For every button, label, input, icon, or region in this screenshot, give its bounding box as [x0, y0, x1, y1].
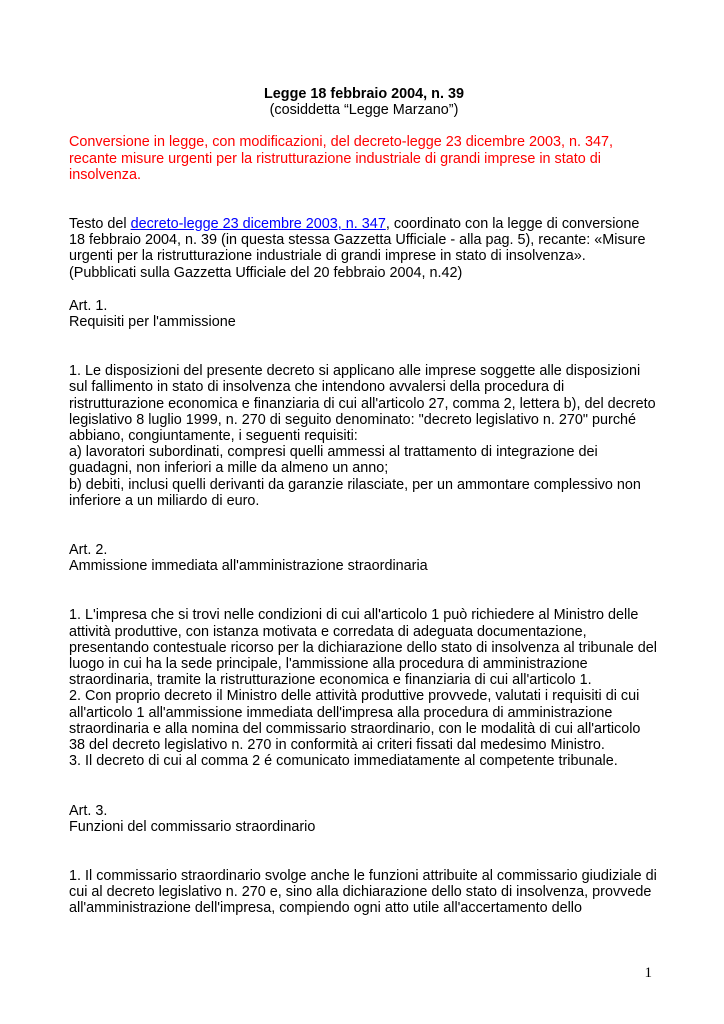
article-heading: Funzioni del commissario straordinario	[69, 818, 316, 835]
law-nickname: (cosiddetta “Legge Marzano”)	[269, 102, 459, 119]
article-number: Art. 1.	[69, 297, 108, 314]
intro-text-after: , coordinato con la legge di conversione 18 febbraio 2004, n. 39 (in questa stessa Gazzetta Ufficiale - alla pag. 5), recante: «Misure urgenti per la ristrutturazione industriale di grandi imprese in stato di insolvenza».	[69, 216, 646, 265]
article-paragraph: 1. Il commissario straordinario svolge anche le funzioni attribuite al commissario giudiziale di cui al decreto legislativo n. 270 e, sino alla dichiarazione dello stato di insolvenza, provvede all'amministrazione dell'impresa, compiendo ogni atto utile all'accertamento dello	[69, 867, 657, 917]
law-title: Legge 18 febbraio 2004, n. 39	[264, 86, 464, 102]
article-number: Art. 3.	[69, 802, 108, 819]
article-paragraph: 3. Il decreto di cui al comma 2 é comunicato immediatamente al competente tribunale.	[69, 753, 618, 770]
decree-link[interactable]: decreto-legge 23 dicembre 2003, n. 347	[130, 216, 386, 233]
article-number: Art. 2.	[69, 542, 108, 559]
article-paragraph: a) lavoratori subordinati, compresi quelli ammessi al trattamento di integrazione dei guadagni, non inferiori a mille da almeno un anno;	[69, 444, 598, 477]
article-paragraph: b) debiti, inclusi quelli derivanti da garanzie rilasciate, per un ammontare complessivo non inferiore a un miliardo di euro.	[69, 476, 641, 509]
publication-note: (Pubblicati sulla Gazzetta Ufficiale del 20 febbraio 2004, n.42)	[69, 264, 463, 281]
article-paragraph: 2. Con proprio decreto il Ministro delle attività produttive provvede, valutati i requisiti di cui all'articolo 1 all'ammissione immediata dell'impresa alla procedura di amministrazione straordinaria e alla nomina del commissario straordinario, con le modalità di cui all'articolo 38 del decreto legislativo n. 270 in conformità ai criteri fissati dal medesimo Ministro.	[69, 688, 641, 754]
law-summary: Conversione in legge, con modificazioni, del decreto-legge 23 dicembre 2003, n. 347, recante misure urgenti per la ristrutturazione industriale di grandi imprese in stato di insolvenza.	[69, 134, 613, 183]
intro-text-before: Testo del	[69, 216, 131, 233]
article-paragraph: 1. Le disposizioni del presente decreto si applicano alle imprese soggette alle disposizioni sul fallimento in stato di insolvenza che intendono avvalersi della procedura di ristrutturazione economica e finanziaria di cui all'articolo 27, comma 2, lettera b), del decreto legislativo 8 luglio 1999, n. 270 di seguito denominato: "decreto legislativo n. 270" purché abbiano, congiuntamente, i seguenti requisiti:	[69, 363, 656, 445]
article-heading: Ammissione immediata all'amministrazione straordinaria	[69, 558, 428, 575]
document-body	[69, 86, 659, 917]
article-heading: Requisiti per l'ammissione	[69, 314, 236, 331]
article-paragraph: 1. L'impresa che si trovi nelle condizioni di cui all'articolo 1 può richiedere al Ministro delle attività produttive, con istanza motivata e corredata di adeguata documentazione, presentando contestuale ricorso per la dichiarazione dello stato di insolvenza al tribunale del luogo in cui ha la sede principale, l'ammissione alla procedura di amministrazione straordinaria, tramite la ristrutturazione economica e finanziaria di cui all'articolo 1.	[69, 607, 657, 689]
intro-paragraph	[69, 216, 659, 265]
page-number: 1	[644, 965, 652, 981]
